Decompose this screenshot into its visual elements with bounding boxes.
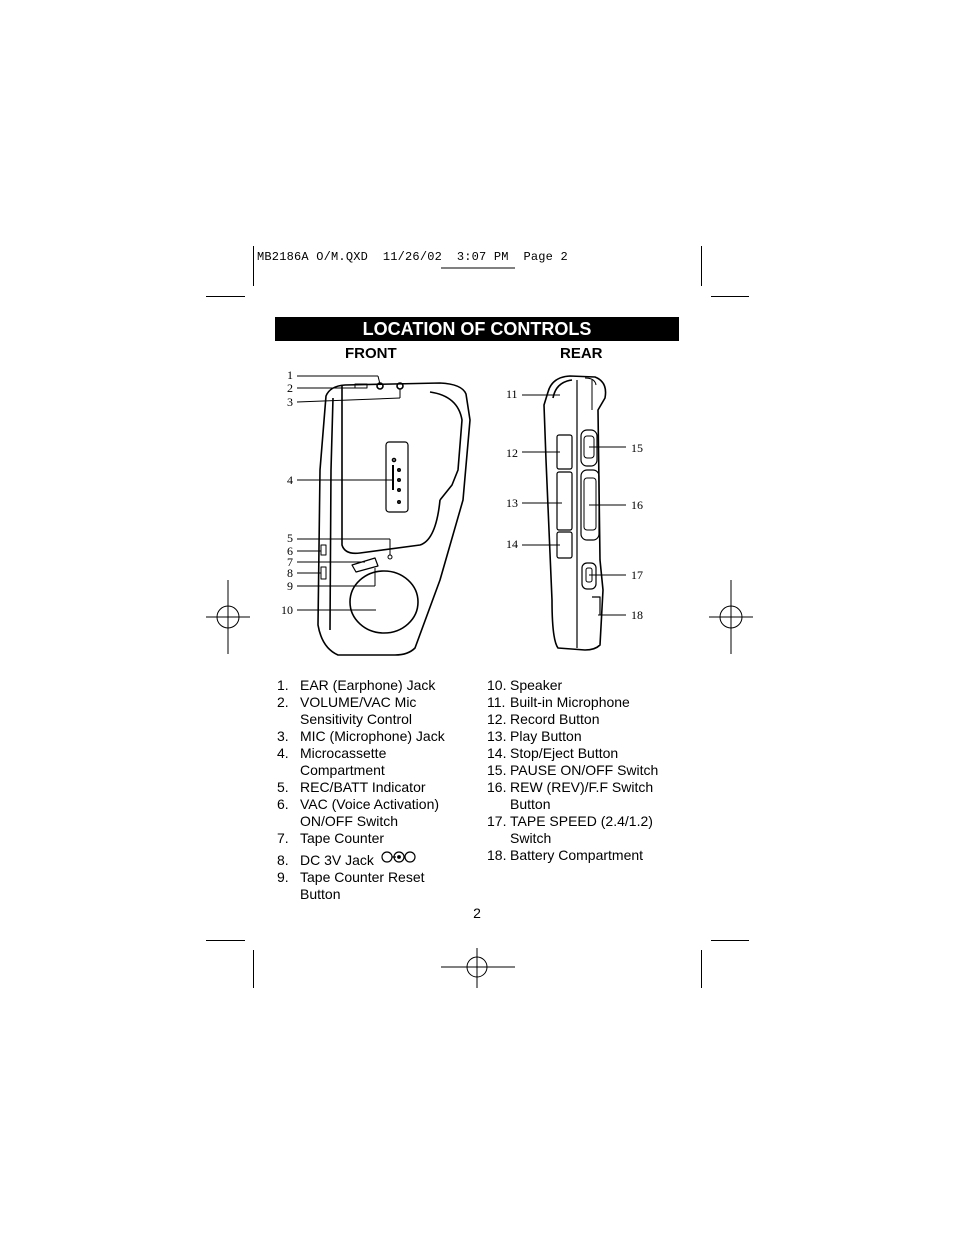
callout-16: 16 [631,498,643,512]
list-item: 17. TAPE SPEED (2.4/1.2) Switch [487,813,653,846]
callout-15: 15 [631,441,643,455]
callout-1: 1 [287,368,293,382]
list-item: 4. Microcassette Compartment [277,745,387,778]
list-item: 18. Battery Compartment [487,847,644,863]
list-item: 8. DC 3V Jack [277,852,374,868]
list-item: 6. VAC (Voice Activation) ON/OFF Switch [277,796,440,829]
front-heading: FRONT [345,345,397,362]
front-device-illustration [318,383,470,655]
rear-heading: REAR [560,345,603,362]
callout-3: 3 [287,395,293,409]
callout-10: 10 [281,603,293,617]
callout-9: 9 [287,579,293,593]
page-number: 2 [473,905,481,921]
callout-8: 8 [287,566,293,580]
list-item: 7. Tape Counter [277,830,385,846]
callout-13: 13 [506,496,518,510]
callout-2: 2 [287,381,293,395]
list-item: 1. EAR (Earphone) Jack [277,677,436,693]
list-item: 14. Stop/Eject Button [487,745,619,761]
list-item: 9. Tape Counter Reset Button [277,869,425,902]
list-item: 10. Speaker [487,677,563,693]
list-item: 13. Play Button [487,728,582,744]
callout-18: 18 [631,608,643,622]
list-item: 2. VOLUME/VAC Mic Sensitivity Control [277,694,417,727]
list-item: 11. Built-in Microphone [487,694,630,710]
list-item: 12. Record Button [487,711,600,727]
controls-list-left [277,677,477,903]
file-slug: MB2186A O/M.QXD 11/26/02 3:07 PM Page 2 [257,250,568,264]
page-title: LOCATION OF CONTROLS [275,317,679,341]
callout-7: 7 [287,555,293,569]
list-item: 5. REC/BATT Indicator [277,779,426,795]
list-item: 3. MIC (Microphone) Jack [277,728,445,744]
controls-list-right [487,677,687,864]
callout-4: 4 [287,473,293,487]
list-item: 16. REW (REV)/F.F Switch Button [487,779,654,812]
callout-14: 14 [506,537,518,551]
callout-6: 6 [287,544,293,558]
rear-device-illustration [544,376,606,650]
callout-17: 17 [631,568,643,582]
callout-11: 11 [506,387,518,401]
front-leader-lines [297,376,400,610]
callout-12: 12 [506,446,518,460]
callout-5: 5 [287,531,293,545]
list-item: 15. PAUSE ON/OFF Switch [487,762,659,778]
rear-leader-lines [522,395,626,615]
